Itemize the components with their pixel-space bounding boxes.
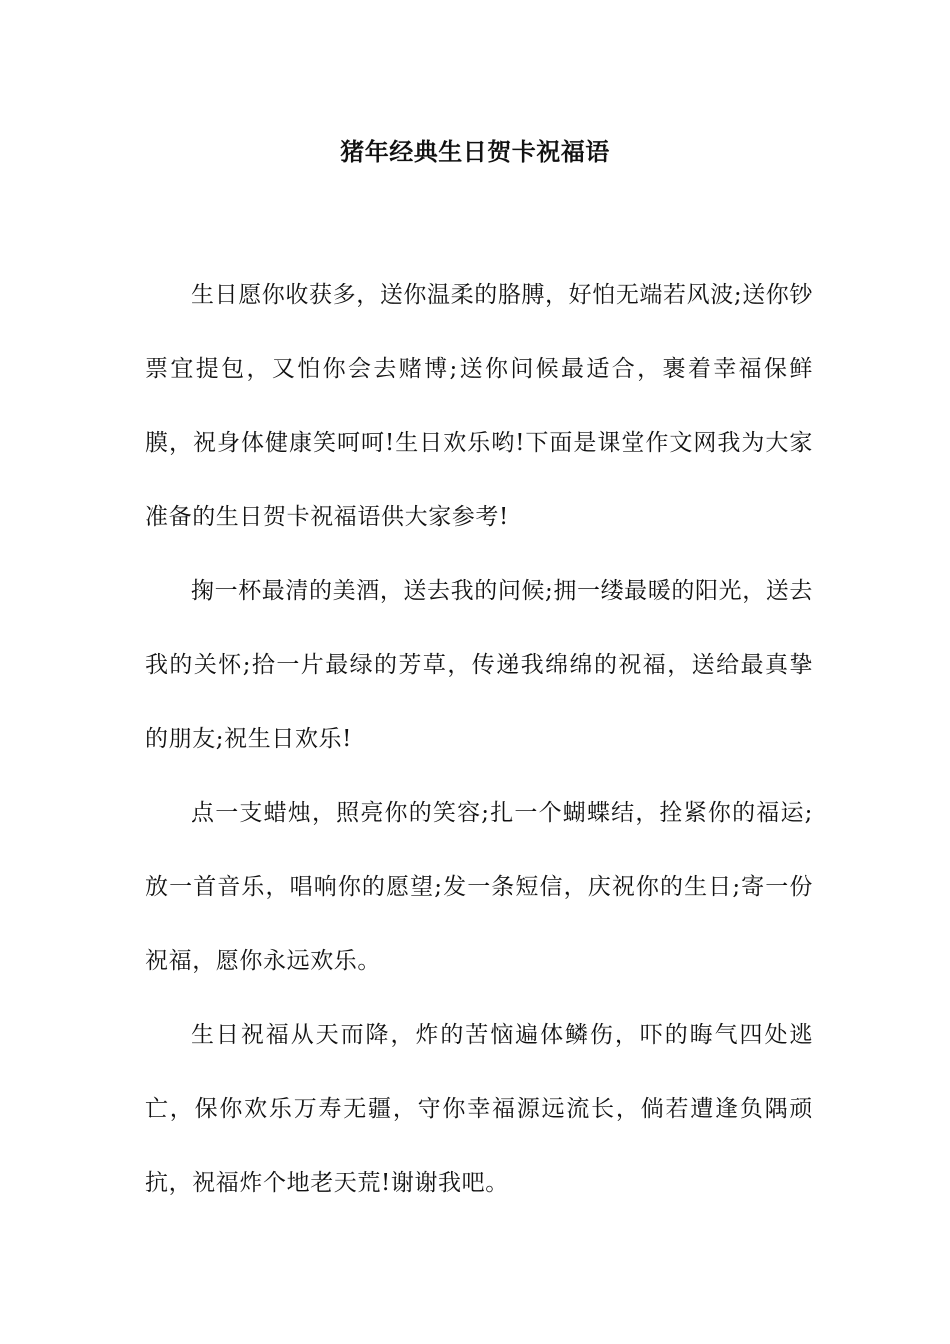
document-body [145, 258, 813, 1220]
paragraph-wish-2: 点一支蜡烛，照亮你的笑容;扎一个蝴蝶结，拴紧你的福运;放一首音乐，唱响你的愿望;发一条短信，庆祝你的生日;寄一份祝福，愿你永远欢乐。 [145, 800, 813, 974]
paragraph-intro: 生日愿你收获多，送你温柔的胳膊，好怕无端若风波;送你钞票宜提包，又怕你会去赌博;送你问候最适合，裹着幸福保鲜膜，祝身体健康笑呵呵!生日欢乐哟!下面是课堂作文网我为大家准备的生日贺卡祝福语供大家参考! [145, 282, 813, 530]
paragraph-wish-1: 掬一杯最清的美酒，送去我的问候;拥一缕最暖的阳光，送去我的关怀;拾一片最绿的芳草，传递我绵绵的祝福，送给最真挚的朋友;祝生日欢乐! [145, 578, 813, 752]
paragraph-wish-3: 生日祝福从天而降，炸的苦恼遍体鳞伤，吓的晦气四处逃亡，保你欢乐万寿无疆，守你幸福源远流长，倘若遭逢负隅顽抗，祝福炸个地老天荒!谢谢我吧。 [145, 1022, 813, 1196]
document-title: 猪年经典生日贺卡祝福语 [340, 137, 610, 166]
